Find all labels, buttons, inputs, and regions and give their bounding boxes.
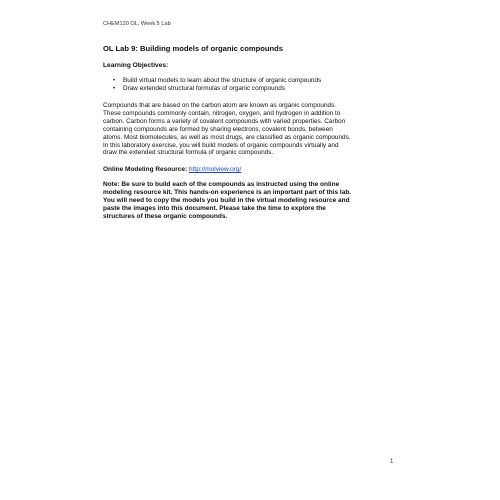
- paragraph-line: draw the extended structural formula of organic compounds.: [103, 149, 274, 157]
- list-item: [113, 77, 405, 85]
- objective-text: Draw extended structural formulas of organic compounds: [123, 85, 285, 92]
- objectives-heading: Learning Objectives:: [103, 62, 169, 69]
- paragraph-line: containing compounds are formed by sharing electrons, covalent bonds, between: [103, 125, 333, 133]
- note-line: modeling resource kit. This hands-on experience is an important part of this lab.: [103, 189, 352, 197]
- bullet-icon: •: [113, 86, 116, 92]
- paragraph-line: carbon. Carbon forms a variety of covalent compounds with varied properties. Carbon: [103, 117, 346, 125]
- running-header: CHEM120 OL, Week 5 Lab: [103, 21, 171, 27]
- paragraph-line: Compounds that are based on the carbon atom are known as organic compounds.: [103, 102, 337, 109]
- paragraph-line: atoms. Most biomolecules, as well as most drugs, are classified as organic compounds.: [103, 133, 351, 141]
- note-line: You will need to copy the models you build in the virtual modeling resource and: [103, 197, 350, 205]
- paragraph-line: In this laboratory exercise, you will build models of organic compounds virtually and: [103, 141, 339, 149]
- objectives-list: [103, 77, 405, 93]
- objective-text: Build virtual models to learn about the structure of organic compounds: [123, 77, 322, 84]
- document-title: OL Lab 9: Building models of organic compounds: [103, 44, 284, 53]
- intro-paragraph: [103, 102, 405, 157]
- page-number: 1: [390, 459, 394, 465]
- bullet-icon: •: [113, 78, 116, 84]
- resource-line: [103, 166, 405, 173]
- note-line: Note: Be sure to build each of the compounds as instructed using the online: [103, 181, 340, 189]
- document-body: [103, 44, 405, 221]
- list-item: [113, 85, 405, 93]
- note-paragraph: [103, 181, 405, 221]
- note-line: paste the images into this document. Please take the time to explore the: [103, 205, 326, 213]
- resource-label: Online Modeling Resource:: [103, 166, 188, 174]
- note-line: structures of these organic compounds.: [103, 213, 228, 221]
- paragraph-line: These compounds commonly contain, nitrogen, oxygen, and hydrogen in addition to: [103, 109, 341, 117]
- molview-link[interactable]: http://molview.org/: [188, 166, 242, 174]
